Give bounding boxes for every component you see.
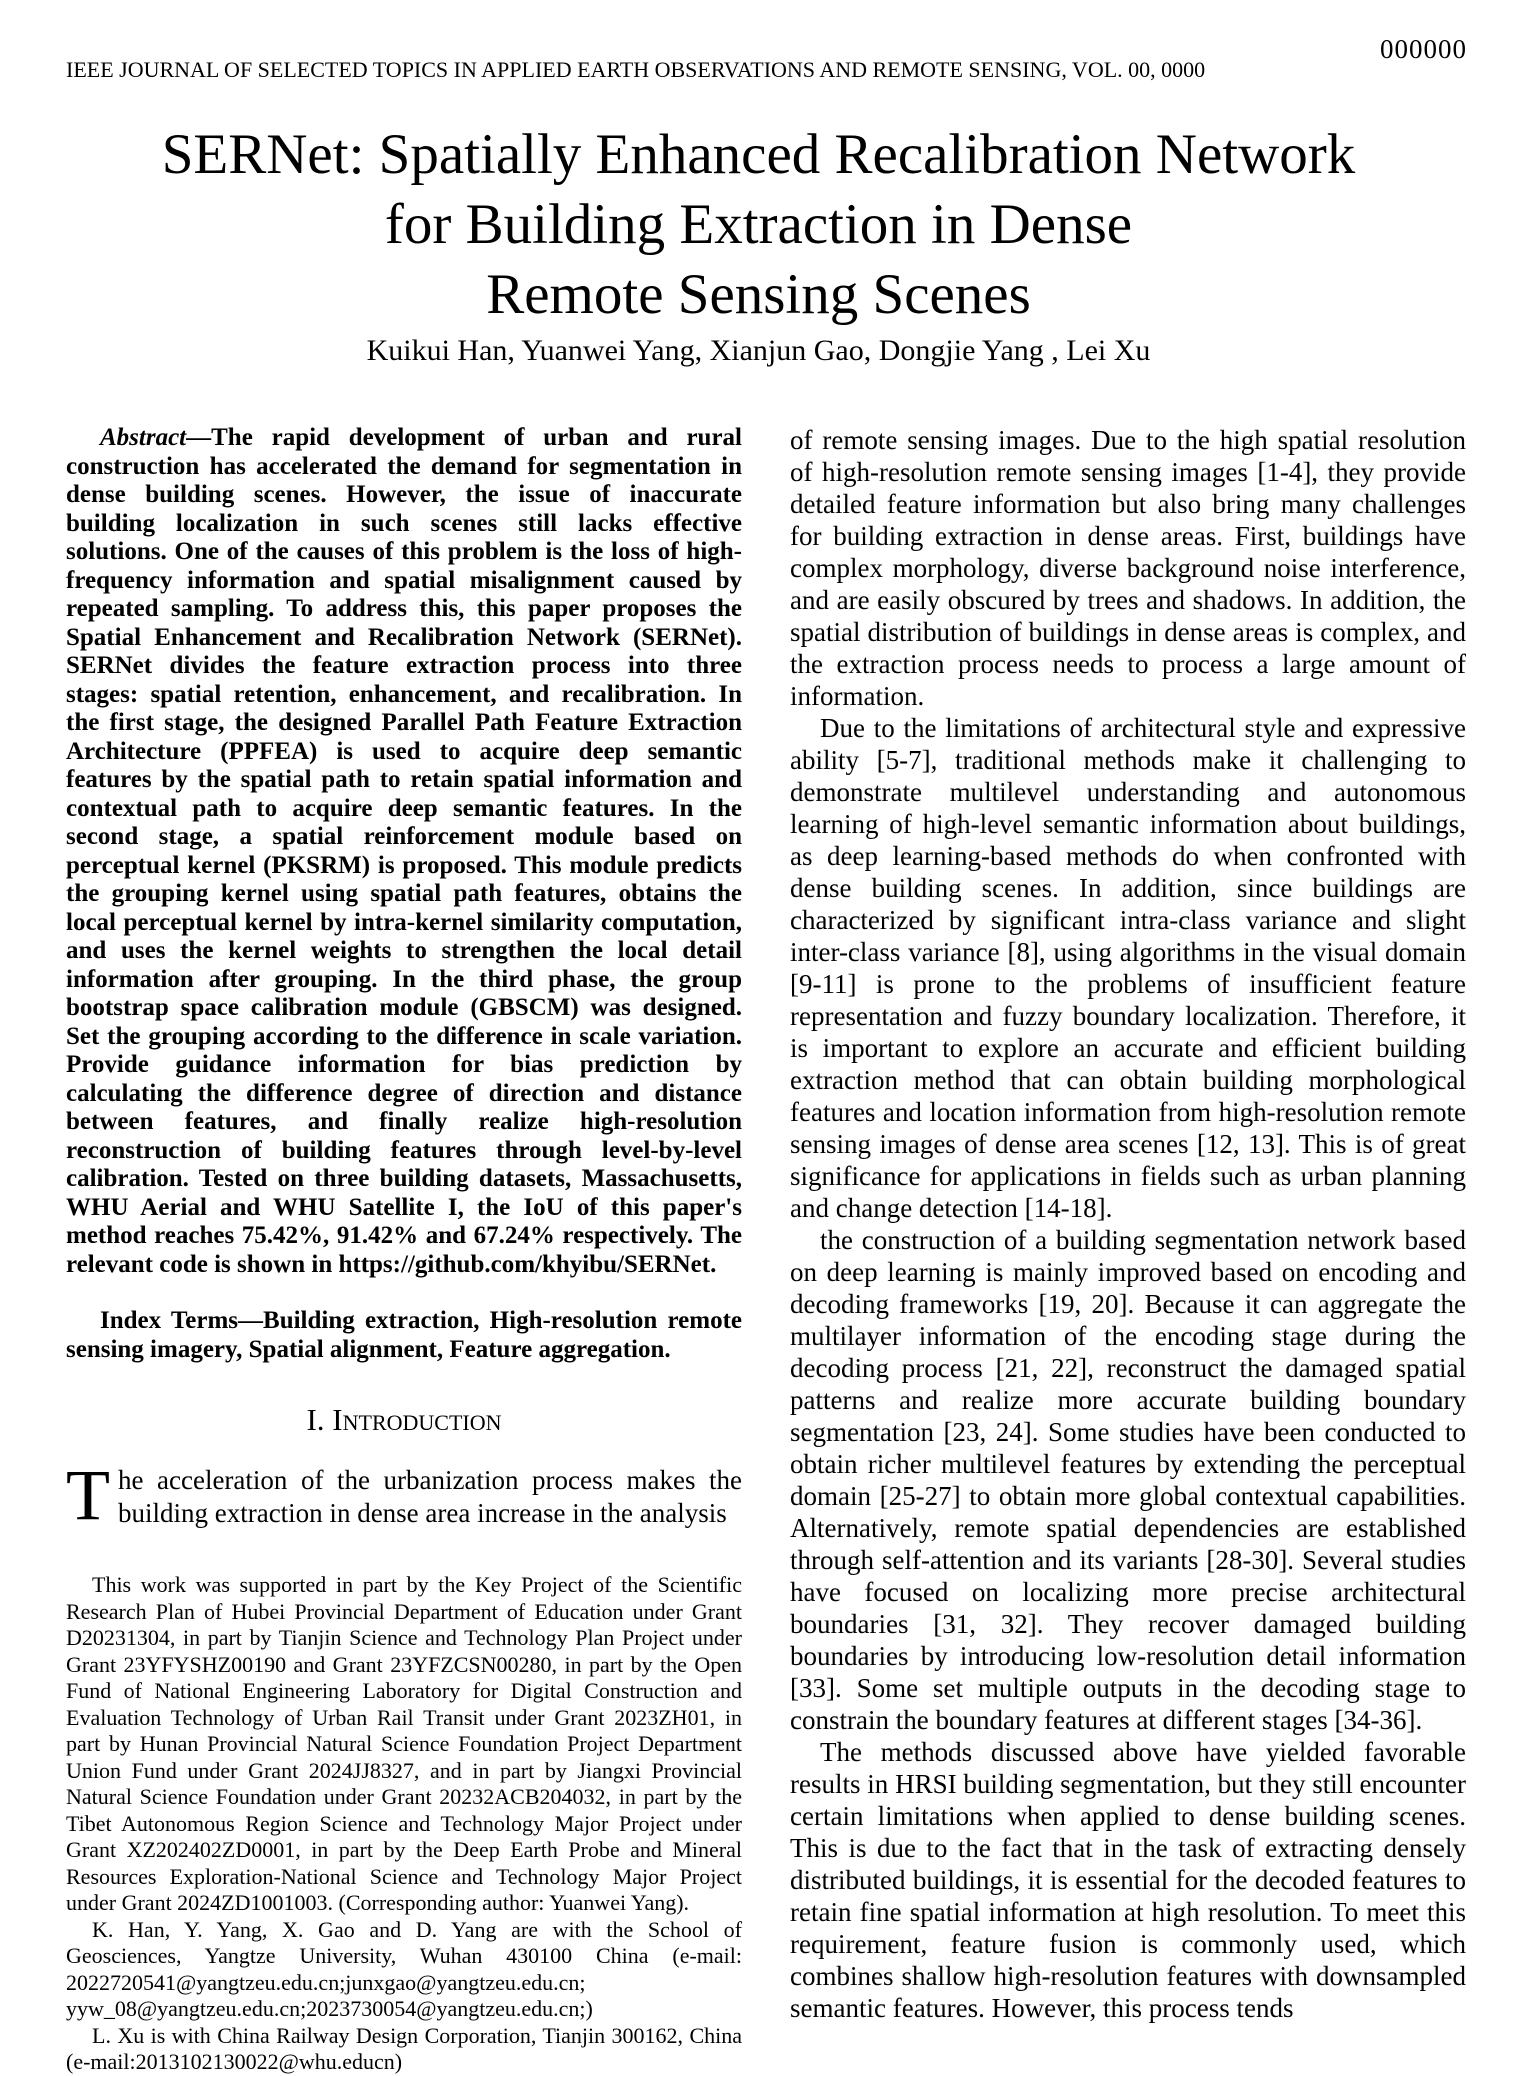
paper-title-line-3: Remote Sensing Scenes — [486, 263, 1031, 326]
introduction-text: he acceleration of the urbanization process makes the building extraction in dense area increase in the analysis — [117, 1465, 742, 1528]
footnote-affiliation-1: K. Han, Y. Yang, X. Gao and D. Yang are with the School of Geosciences, Yangtze University, Wuhan 430100 China (e-mail: 2022720541@yangtzeu.edu.cn;junxgao@yangtzeu.edu.cn; yyw_08@yangtzeu.edu.cn;2023730054@yangtzeu.edu.cn;) — [66, 1916, 742, 2021]
paper-title-line-2: for Building Extraction in Dense — [384, 193, 1133, 256]
introduction-heading: I. Introduction — [306, 1402, 502, 1437]
index-terms-label: Index Terms — [100, 1307, 239, 1334]
body-paragraph-3: the construction of a building segmentation network based on deep learning is mainly improved based on encoding and decoding frameworks [19, 20]. Because it can aggregate the multilayer information of the encoding stage during the decoding process [21, 22], reconstruct the damaged spatial patterns and realize more accurate building boundary segmentation [23, 24]. Some studies have been conducted to obtain richer multilevel features by extending the perceptual domain [25-27] to obtain more global contextual capabilities. Alternatively, remote spatial dependencies are established through self-attention and its variants [28-30]. Several studies have focused on localizing more precise architectural boundaries [31, 32]. They recover damaged building boundaries by introducing low-resolution detail information [33]. Some set multiple outputs in the decoding stage to constrain the boundary features at different stages [34-36]. — [790, 1225, 1466, 1735]
abstract-paragraph — [66, 424, 742, 1279]
left-column — [66, 424, 742, 2076]
introduction-paragraph — [66, 1455, 742, 1535]
footnote-affiliation-2: L. Xu is with China Railway Design Corporation, Tianjin 300162, China (e-mail:2013102130022@whu.educn) — [66, 2022, 742, 2074]
paper-title-line-1: SERNet: Spatially Enhanced Recalibration Network — [161, 123, 1356, 186]
abstract-label: Abstract — [100, 424, 187, 451]
authors-line: Kuikui Han, Yuanwei Yang, Xianjun Gao, Dongjie Yang , Lei Xu — [366, 334, 1151, 367]
abstract-text: —The rapid development of urban and rural construction has accelerated the demand for segmentation in dense building scenes. However, the issue of inaccurate building localization in such scenes still lacks effective solutions. One of the causes of this problem is the loss of high-frequency information and spatial misalignment caused by repeated sampling. To address this, this paper proposes the Spatial Enhancement and Recalibration Network (SERNet). SERNet divides the feature extraction process into three stages: spatial retention, enhancement, and recalibration. In the first stage, the designed Parallel Path Feature Extraction Architecture (PPFEA) is used to acquire deep semantic features by the spatial path to retain spatial information and contextual path to acquire deep semantic features. In the second stage, a spatial reinforcement module based on perceptual kernel (PKSRM) is proposed. This module predicts the grouping kernel using spatial path features, obtains the local perceptual kernel by intra-kernel similarity computation, and uses the kernel weights to strengthen the local detail information after grouping. In the third phase, the group bootstrap space calibration module (GBSCM) was designed. Set the grouping according to the difference in scale variation. Provide guidance information for bias prediction by calculating the difference degree of direction and distance between features, and finally realize high-resolution reconstruction of building features through level-by-level calibration. Tested on three building datasets, Massachusetts, WHU Aerial and WHU Satellite I, the IoU of this paper's method reaches 75.42%, 91.42% and 67.24% respectively. The relevant code is shown in https://github.com/khyibu/SERNet. — [66, 424, 742, 1278]
drop-cap: T — [66, 1455, 110, 1535]
right-column — [790, 424, 1466, 2076]
index-terms-paragraph — [66, 1307, 742, 1364]
footnote-block — [66, 1572, 742, 2076]
body-paragraph-2: Due to the limitations of architectural style and expressive ability [5-7], traditional methods make it challenging to demonstrate multilevel understanding and autonomous learning of high-level semantic information about buildings, as deep learning-based methods do when confronted with dense building scenes. In addition, since buildings are characterized by significant intra-class variance and slight inter-class variance [8], using algorithms in the visual domain [9-11] is prone to the problems of insufficient feature representation and fuzzy boundary localization. Therefore, it is important to explore an accurate and efficient building extraction method that can obtain building morphological features and location information from high-resolution remote sensing images of dense area scenes [12, 13]. This is of great significance for applications in fields such as urban planning and change detection [14-18]. — [790, 713, 1466, 1223]
two-column-body — [66, 424, 1466, 2076]
footnote-funding: This work was supported in part by the Key Project of the Scientific Research Plan of Hubei Provincial Department of Education under Grant D20231304, in part by Tianjin Science and Technology Plan Project under Grant 23YFYSHZ00190 and Grant 23YFZCSN00280, in part by the Open Fund of National Engineering Laboratory for Digital Construction and Evaluation Technology of Urban Rail Transit under Grant 2023ZH01, in part by Hunan Provincial Natural Science Foundation Project Department Union Fund under Grant 2024JJ8327, and in part by Jiangxi Provincial Natural Science Foundation under Grant 20232ACB204032, in part by the Tibet Autonomous Region Science and Technology Major Project under Grant XZ202402ZD0001, in part by the Deep Earth Probe and Mineral Resources Exploration-National Science and Technology Major Project under Grant 2024ZD1001003. (Corresponding author: Yuanwei Yang). — [66, 1572, 742, 1915]
paper-title — [0, 120, 1517, 330]
page-number: 000000 — [1380, 34, 1467, 64]
index-terms-text: —Building extraction, High-resolution remote sensing imagery, Spatial alignment, Feature aggregation. — [66, 1307, 742, 1363]
journal-header: IEEE JOURNAL OF SELECTED TOPICS IN APPLIED EARTH OBSERVATIONS AND REMOTE SENSING, VOL. 00, 0000 — [66, 57, 1206, 82]
body-paragraph-4: The methods discussed above have yielded favorable results in HRSI building segmentation, but they still encounter certain limitations when applied to dense building scenes. This is due to the fact that in the task of extracting densely distributed buildings, it is essential for the decoded features to retain fine spatial information at high resolution. To meet this requirement, feature fusion is commonly used, which combines shallow high-resolution features with downsampled semantic features. However, this process tends — [790, 1737, 1466, 2023]
body-paragraph-1: of remote sensing images. Due to the high spatial resolution of high-resolution remote sensing images [1-4], they provide detailed feature information but also bring many challenges for building extraction in dense areas. First, buildings have complex morphology, diverse background noise interference, and are easily obscured by trees and shadows. In addition, the spatial distribution of buildings in dense areas is complex, and the extraction process needs to process a large amount of information. — [790, 425, 1466, 711]
